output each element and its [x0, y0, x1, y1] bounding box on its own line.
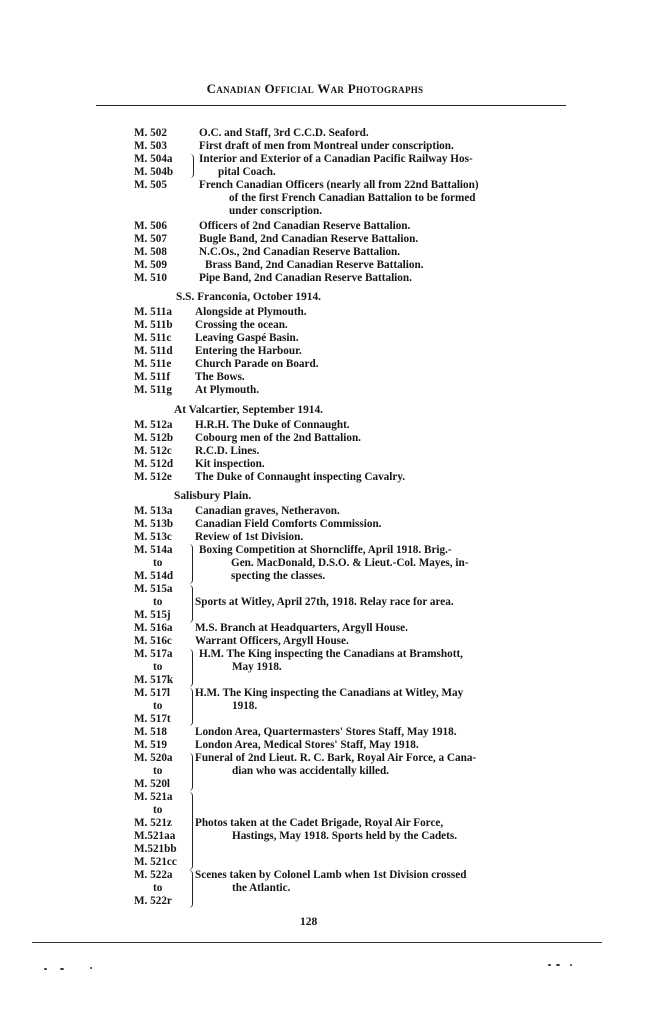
- header-rule: [96, 105, 566, 106]
- photo-code: M. 511a: [134, 306, 172, 318]
- page-header-title: Canadian Official War Photographs: [206, 81, 424, 96]
- photo-description: under conscription.: [229, 205, 323, 217]
- scan-speck: [60, 968, 64, 970]
- section-heading: At Valcartier, September 1914.: [174, 404, 324, 416]
- photo-code: M. 512a: [134, 419, 173, 431]
- photo-description: The Bows.: [195, 371, 245, 383]
- range-connector: to: [153, 661, 163, 673]
- photo-code: M. 521z: [134, 817, 172, 829]
- photo-description: First draft of men from Montreal under conscription.: [199, 140, 454, 152]
- photo-description: H.M. The King inspecting the Canadians at Bramshott,: [199, 648, 463, 660]
- photo-code: M.521bb: [134, 843, 177, 855]
- photo-description: Leaving Gaspé Basin.: [195, 332, 299, 344]
- photo-description: O.C. and Staff, 3rd C.C.D. Seaford.: [199, 127, 369, 139]
- photo-code: M. 522r: [134, 895, 172, 907]
- scan-speck: [556, 964, 560, 966]
- range-brace: [187, 870, 193, 908]
- photo-description: Cobourg men of the 2nd Battalion.: [195, 432, 361, 444]
- photo-code: M. 514a: [134, 544, 173, 556]
- photo-code: M. 507: [134, 233, 167, 245]
- page-number: 128: [300, 916, 318, 928]
- photo-code: M. 517l: [134, 687, 171, 699]
- photo-code: M.521aa: [134, 830, 176, 842]
- photo-code: M. 512d: [134, 458, 174, 470]
- photo-code: M. 517k: [134, 674, 174, 686]
- photo-description: Warrant Officers, Argyll House.: [195, 635, 349, 647]
- photo-code: M. 505: [134, 179, 167, 191]
- range-brace: [188, 154, 194, 178]
- photo-code: M. 516c: [134, 635, 172, 647]
- photo-description: Pipe Band, 2nd Canadian Reserve Battalion.: [199, 272, 412, 284]
- photo-description: Brass Band, 2nd Canadian Reserve Battalion.: [205, 259, 424, 271]
- photo-description: the Atlantic.: [232, 882, 291, 894]
- range-brace: [187, 544, 193, 584]
- photo-code: M. 511f: [134, 371, 171, 383]
- photo-code: M. 515a: [134, 583, 173, 595]
- photo-code: M. 521cc: [134, 856, 177, 868]
- photo-description: Bugle Band, 2nd Canadian Reserve Battalion.: [199, 233, 419, 245]
- photo-code: M. 520l: [134, 778, 171, 790]
- photo-description: London Area, Medical Stores' Staff, May 1918.: [195, 739, 419, 751]
- photo-description: At Plymouth.: [195, 384, 260, 396]
- photo-code: M. 511g: [134, 384, 172, 396]
- range-brace: [187, 753, 193, 791]
- photo-code: M. 519: [134, 739, 167, 751]
- photo-code: M. 512e: [134, 471, 172, 483]
- photo-description: French Canadian Officers (nearly all from 22nd Battalion): [199, 179, 479, 191]
- photo-description: M.S. Branch at Headquarters, Argyll House.: [195, 622, 408, 634]
- range-connector: to: [153, 557, 163, 569]
- photo-code: M. 511b: [134, 319, 173, 331]
- range-connector: to: [153, 882, 163, 894]
- photo-description: London Area, Quartermasters' Stores Staff, May 1918.: [195, 726, 457, 738]
- photo-code: M. 520a: [134, 752, 173, 764]
- photo-description: of the first French Canadian Battalion to be formed: [229, 192, 476, 204]
- photo-code: M. 517a: [134, 648, 173, 660]
- photo-description: Canadian graves, Netheravon.: [195, 505, 340, 517]
- photo-description: Officers of 2nd Canadian Reserve Battalion.: [199, 220, 411, 232]
- photo-code: M. 512c: [134, 445, 172, 457]
- photo-code: M. 509: [134, 259, 167, 271]
- photo-code: M. 515j: [134, 609, 171, 621]
- photo-description: Hastings, May 1918. Sports held by the Cadets.: [232, 830, 458, 842]
- photo-description: H.M. The King inspecting the Canadians at Witley, May: [195, 687, 464, 699]
- photo-description: Sports at Witley, April 27th, 1918. Relay race for area.: [195, 596, 454, 608]
- range-brace: [187, 792, 193, 870]
- photo-description: Kit inspection.: [195, 458, 265, 470]
- range-brace: [187, 649, 193, 687]
- photo-description: Photos taken at the Cadet Brigade, Royal Air Force,: [195, 817, 444, 829]
- range-connector: to: [153, 804, 163, 816]
- photo-code: M. 513b: [134, 518, 174, 530]
- photo-description: N.C.Os., 2nd Canadian Reserve Battalion.: [199, 246, 401, 258]
- photo-code: M. 506: [134, 220, 167, 232]
- scan-speck: [570, 964, 572, 966]
- footer-rule: [32, 942, 602, 943]
- photo-description: Alongside at Plymouth.: [195, 306, 307, 318]
- photo-description: Review of 1st Division.: [195, 531, 304, 543]
- photo-description: Canadian Field Comforts Commission.: [195, 518, 382, 530]
- section-heading: S.S. Franconia, October 1914.: [176, 291, 322, 303]
- range-connector: to: [153, 765, 163, 777]
- photo-description: Gen. MacDonald, D.S.O. & Lieut.-Col. Mayes, in-: [231, 557, 469, 569]
- photo-description: H.R.H. The Duke of Connaught.: [195, 419, 350, 431]
- photo-code: M. 518: [134, 726, 167, 738]
- section-heading: Salisbury Plain.: [174, 490, 252, 502]
- photo-code: M. 513a: [134, 505, 173, 517]
- range-connector: to: [153, 700, 163, 712]
- scan-speck: [90, 967, 92, 969]
- range-brace: [187, 585, 193, 623]
- photo-code: M. 513c: [134, 531, 172, 543]
- photo-code: M. 510: [134, 272, 167, 284]
- photo-code: M. 511d: [134, 345, 173, 357]
- photo-code: M. 503: [134, 140, 167, 152]
- photo-description: May 1918.: [232, 661, 282, 673]
- photo-description: Church Parade on Board.: [195, 358, 319, 370]
- photo-code: M. 522a: [134, 869, 173, 881]
- scan-speck: [44, 968, 47, 970]
- photo-code: M. 508: [134, 246, 167, 258]
- scan-speck: [548, 964, 551, 966]
- photo-description: Crossing the ocean.: [195, 319, 288, 331]
- photo-description: Interior and Exterior of a Canadian Pacific Railway Hos-: [199, 153, 473, 165]
- photo-code: M. 521a: [134, 791, 173, 803]
- photo-description: R.C.D. Lines.: [195, 445, 260, 457]
- photo-code: M. 511c: [134, 332, 172, 344]
- photo-description: 1918.: [232, 700, 258, 712]
- photo-code: M. 502: [134, 127, 167, 139]
- photo-code: M. 514d: [134, 570, 174, 582]
- range-connector: to: [153, 596, 163, 608]
- photo-description: Scenes taken by Colonel Lamb when 1st Division crossed: [195, 869, 467, 881]
- photo-description: dian who was accidentally killed.: [232, 765, 389, 777]
- photo-code: M. 517t: [134, 713, 171, 725]
- photo-code: M. 504b: [134, 166, 174, 178]
- photo-code: M. 516a: [134, 622, 173, 634]
- photo-description: Entering the Harbour.: [195, 345, 302, 357]
- photo-description: specting the classes.: [231, 570, 326, 582]
- photo-description: Boxing Competition at Shorncliffe, April 1918. Brig.-: [199, 544, 452, 556]
- photo-code: M. 512b: [134, 432, 174, 444]
- photo-description: The Duke of Connaught inspecting Cavalry.: [195, 471, 406, 483]
- range-brace: [187, 688, 193, 726]
- photo-code: M. 511e: [134, 358, 172, 370]
- photo-description: Funeral of 2nd Lieut. R. C. Bark, Royal Air Force, a Cana-: [195, 752, 477, 764]
- photo-description: pital Coach.: [218, 166, 276, 178]
- photo-code: M. 504a: [134, 153, 173, 165]
